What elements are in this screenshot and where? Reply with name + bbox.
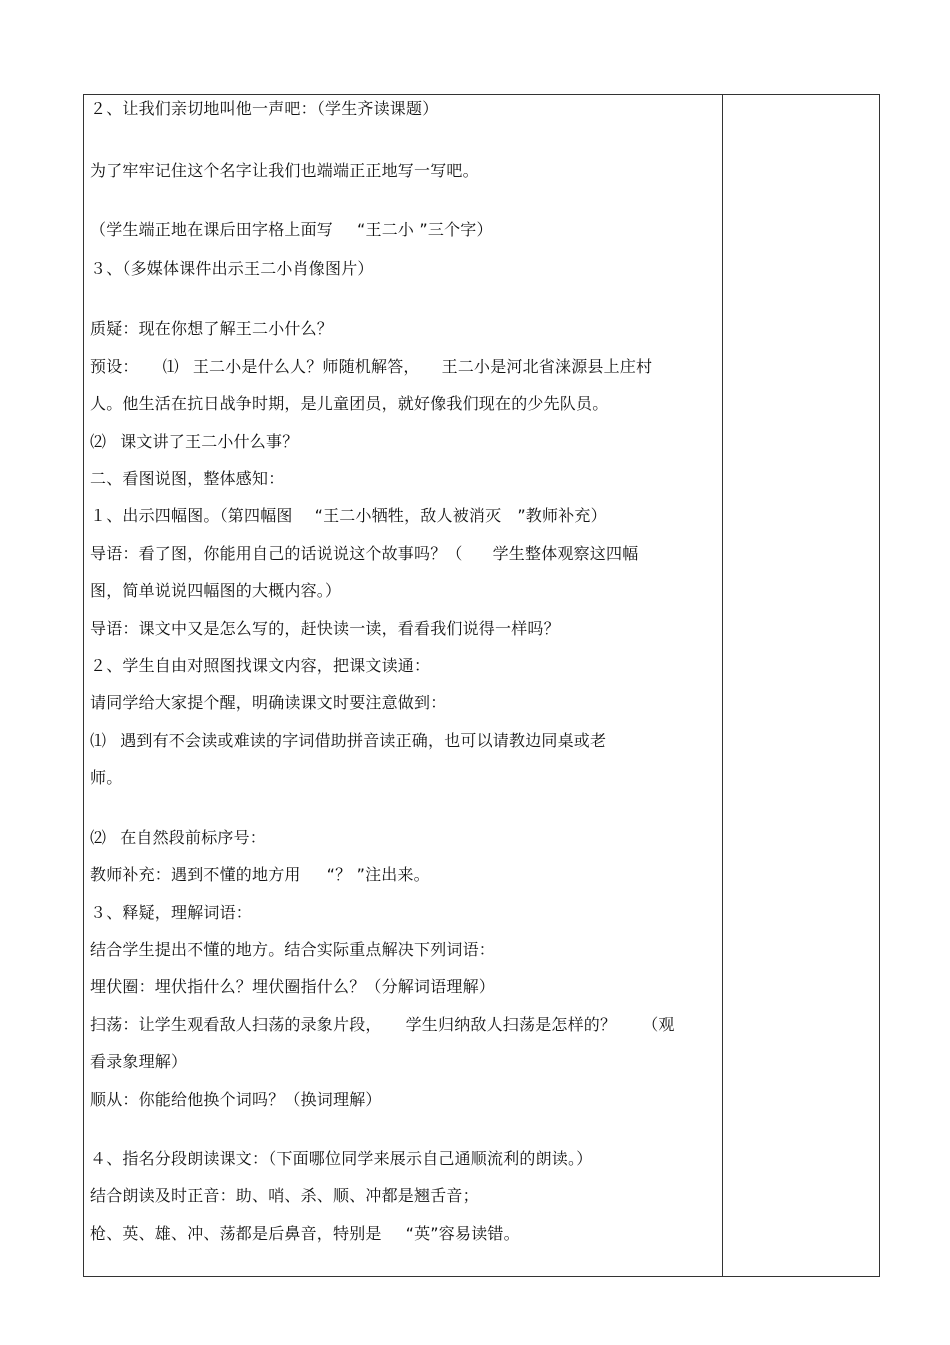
text-line: （学生端正地在课后田字格上面写 “王二小 ”三个字） (90, 220, 493, 239)
text-line: 师。 (90, 768, 123, 787)
text-line: 枪、英、雄、冲、荡都是后鼻音，特别是 “英”容易读错。 (90, 1224, 520, 1243)
lesson-content-cell (84, 95, 722, 1276)
text-line: ３、（多媒体课件出示王二小肖像图片） (90, 259, 374, 278)
text-line: ⑵ 在自然段前标序号： (90, 828, 267, 847)
text-line: 质疑：现在你想了解王二小什么？ (90, 319, 334, 338)
text-line: 结合学生提出不懂的地方。结合实际重点解决下列词语： (90, 940, 496, 959)
text-line: ２、让我们亲切地叫他一声吧：（学生齐读课题） (90, 99, 439, 118)
text-line: 教师补充：遇到不懂的地方用 “？ ”注出来。 (90, 865, 430, 884)
text-line: 看录象理解） (90, 1052, 188, 1071)
text-line: ⑵ 课文讲了王二小什么事？ (90, 432, 299, 451)
text-line: 结合朗读及时正音：助、哨、杀、顺、冲都是翘舌音； (90, 1186, 479, 1205)
text-line: 为了牢牢记住这个名字让我们也端端正正地写一写吧。 (90, 161, 479, 180)
text-line: １、出示四幅图。（第四幅图 “王二小牺牲，敌人被消灭 ”教师补充） (90, 506, 607, 525)
text-line: 顺从：你能给他换个词吗？（换词理解） (90, 1090, 382, 1109)
text-line: 人。他生活在抗日战争时期，是儿童团员，就好像我们现在的少先队员。 (90, 394, 609, 413)
lesson-table (83, 94, 880, 1277)
text-line: 扫荡：让学生观看敌人扫荡的录象片段， 学生归纳敌人扫荡是怎样的？ （观 (90, 1015, 675, 1034)
text-line: 图，简单说说四幅图的大概内容。） (90, 581, 342, 600)
text-line: ４、指名分段朗读课文：（下面哪位同学来展示自己通顺流利的朗读。） (90, 1149, 593, 1168)
text-line: 导语：课文中又是怎么写的，赶快读一读，看看我们说得一样吗？ (90, 619, 560, 638)
text-line: ２、学生自由对照图找课文内容，把课文读通： (90, 656, 431, 675)
notes-cell (724, 95, 879, 1276)
text-line: 导语：看了图，你能用自己的话说说这个故事吗？（ 学生整体观察这四幅 (90, 544, 639, 563)
text-line: 埋伏圈：埋伏指什么？埋伏圈指什么？（分解词语理解） (90, 977, 496, 996)
text-line: 二、看图说图，整体感知： (90, 469, 285, 488)
text-line: ⑴ 遇到有不会读或难读的字词借助拼音读正确，也可以请教边同桌或老 (90, 731, 607, 750)
text-line: 预设： ⑴ 王二小是什么人？师随机解答， 王二小是河北省涞源县上庄村 (90, 357, 653, 376)
column-divider (722, 95, 723, 1276)
text-line: ３、释疑，理解词语： (90, 903, 253, 922)
text-line: 请同学给大家提个醒，明确读课文时要注意做到： (90, 693, 447, 712)
